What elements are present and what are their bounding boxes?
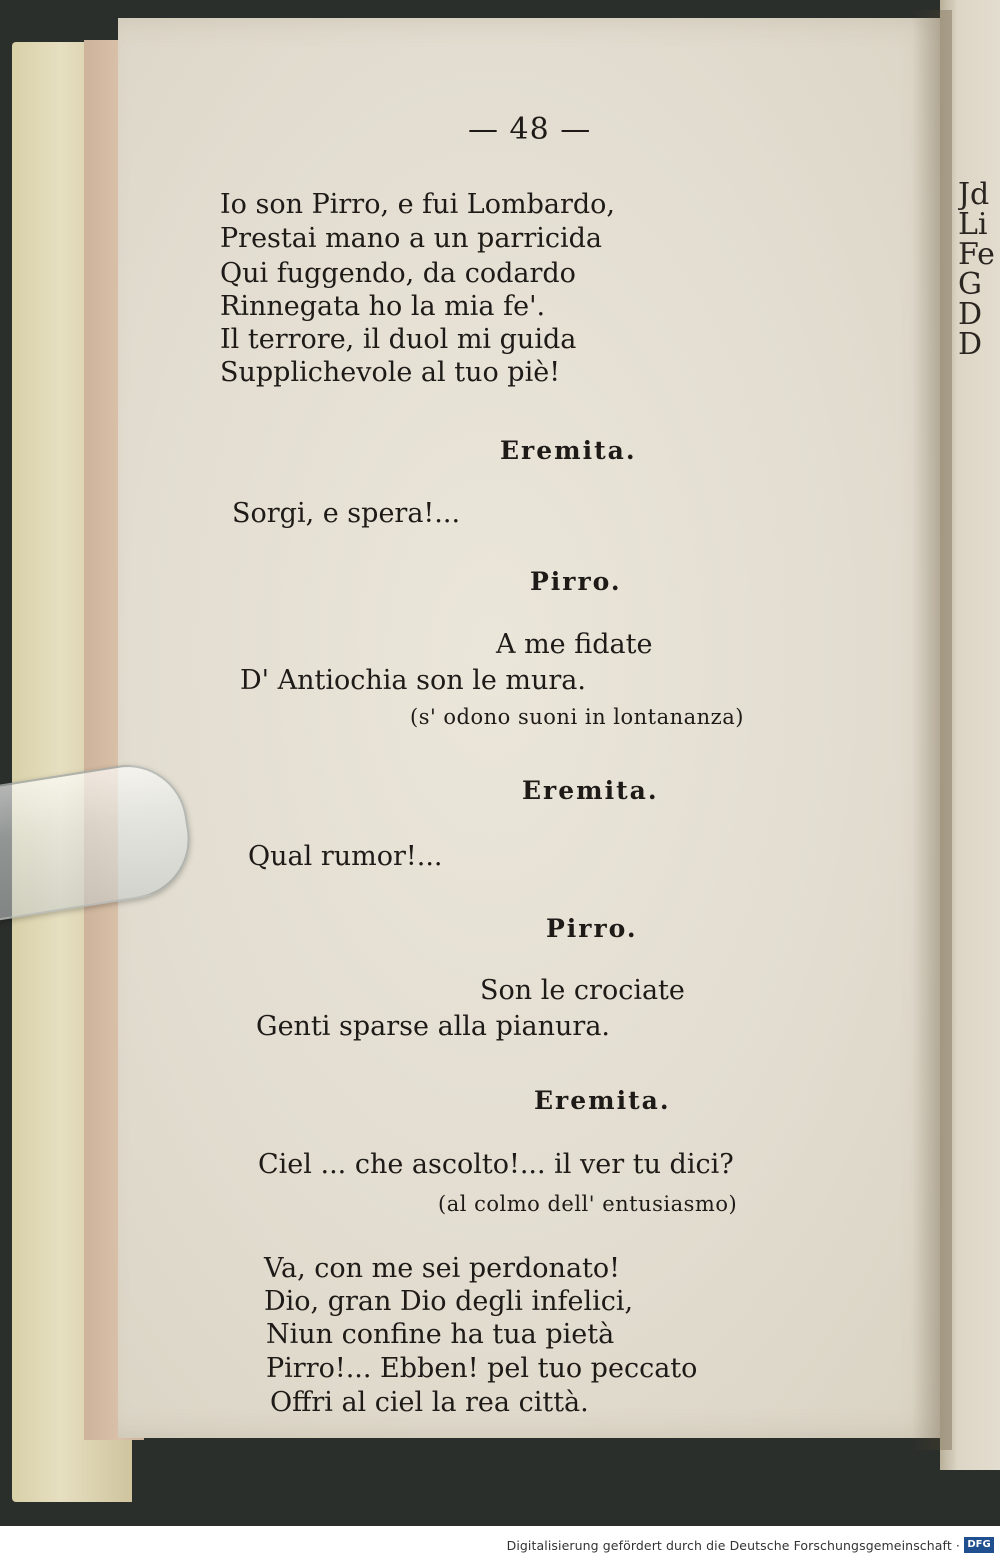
speaker-name: Pirro. xyxy=(530,567,622,596)
facing-page-text xyxy=(958,180,998,360)
verse-line: Sorgi, e spera!... xyxy=(232,498,461,529)
verse-line: D' Antiochia son le mura. xyxy=(240,665,586,696)
verse-line: Ciel ... che ascolto!... il ver tu dici? xyxy=(258,1149,734,1180)
verse-line: Rinnegata ho la mia fe'. xyxy=(220,291,546,322)
verse-line: Qui fuggendo, da codardo xyxy=(220,258,576,289)
dfg-logo: DFG xyxy=(964,1537,994,1553)
speaker-name: Eremita. xyxy=(500,436,637,465)
stage-direction: (al colmo dell' entusiasmo) xyxy=(438,1192,738,1216)
facing-fragment: Fe xyxy=(958,240,995,270)
facing-fragment: Li xyxy=(958,210,988,240)
stage-direction: (s' odono suoni in lontananza) xyxy=(410,705,744,729)
verse-line: Io son Pirro, e fui Lombardo, xyxy=(220,189,615,220)
speaker-name: Eremita. xyxy=(534,1086,671,1115)
verse-line: Supplichevole al tuo piè! xyxy=(220,357,561,388)
verse-line: Dio, gran Dio degli infelici, xyxy=(264,1286,634,1317)
facing-fragment: G xyxy=(958,270,982,300)
facing-fragment: D xyxy=(958,300,983,330)
verse-line: Pirro!... Ebben! pel tuo peccato xyxy=(266,1353,698,1384)
verse-line: Qual rumor!... xyxy=(248,841,443,872)
verse-line: Niun confine ha tua pietà xyxy=(266,1319,615,1350)
page-number: — 48 — xyxy=(468,112,592,147)
speaker-name: Eremita. xyxy=(522,776,659,805)
funding-credit: Digitalisierung gefördert durch die Deutsche Forschungsgemeinschaft · xyxy=(506,1538,960,1553)
verse-line: Prestai mano a un parricida xyxy=(220,223,603,254)
verse-line: A me fidate xyxy=(496,629,653,660)
verse-line: Genti sparse alla pianura. xyxy=(256,1011,610,1042)
gutter-shadow xyxy=(912,10,952,1450)
verse-line: Son le crociate xyxy=(480,975,685,1006)
verse-line: Offri al ciel la rea città. xyxy=(270,1387,589,1418)
facing-fragment: Jd xyxy=(958,180,990,210)
verse-line: Va, con me sei perdonato! xyxy=(264,1253,620,1284)
facing-fragment: D xyxy=(958,330,983,360)
verse-line: Il terrore, il duol mi guida xyxy=(220,324,577,355)
speaker-name: Pirro. xyxy=(546,914,638,943)
